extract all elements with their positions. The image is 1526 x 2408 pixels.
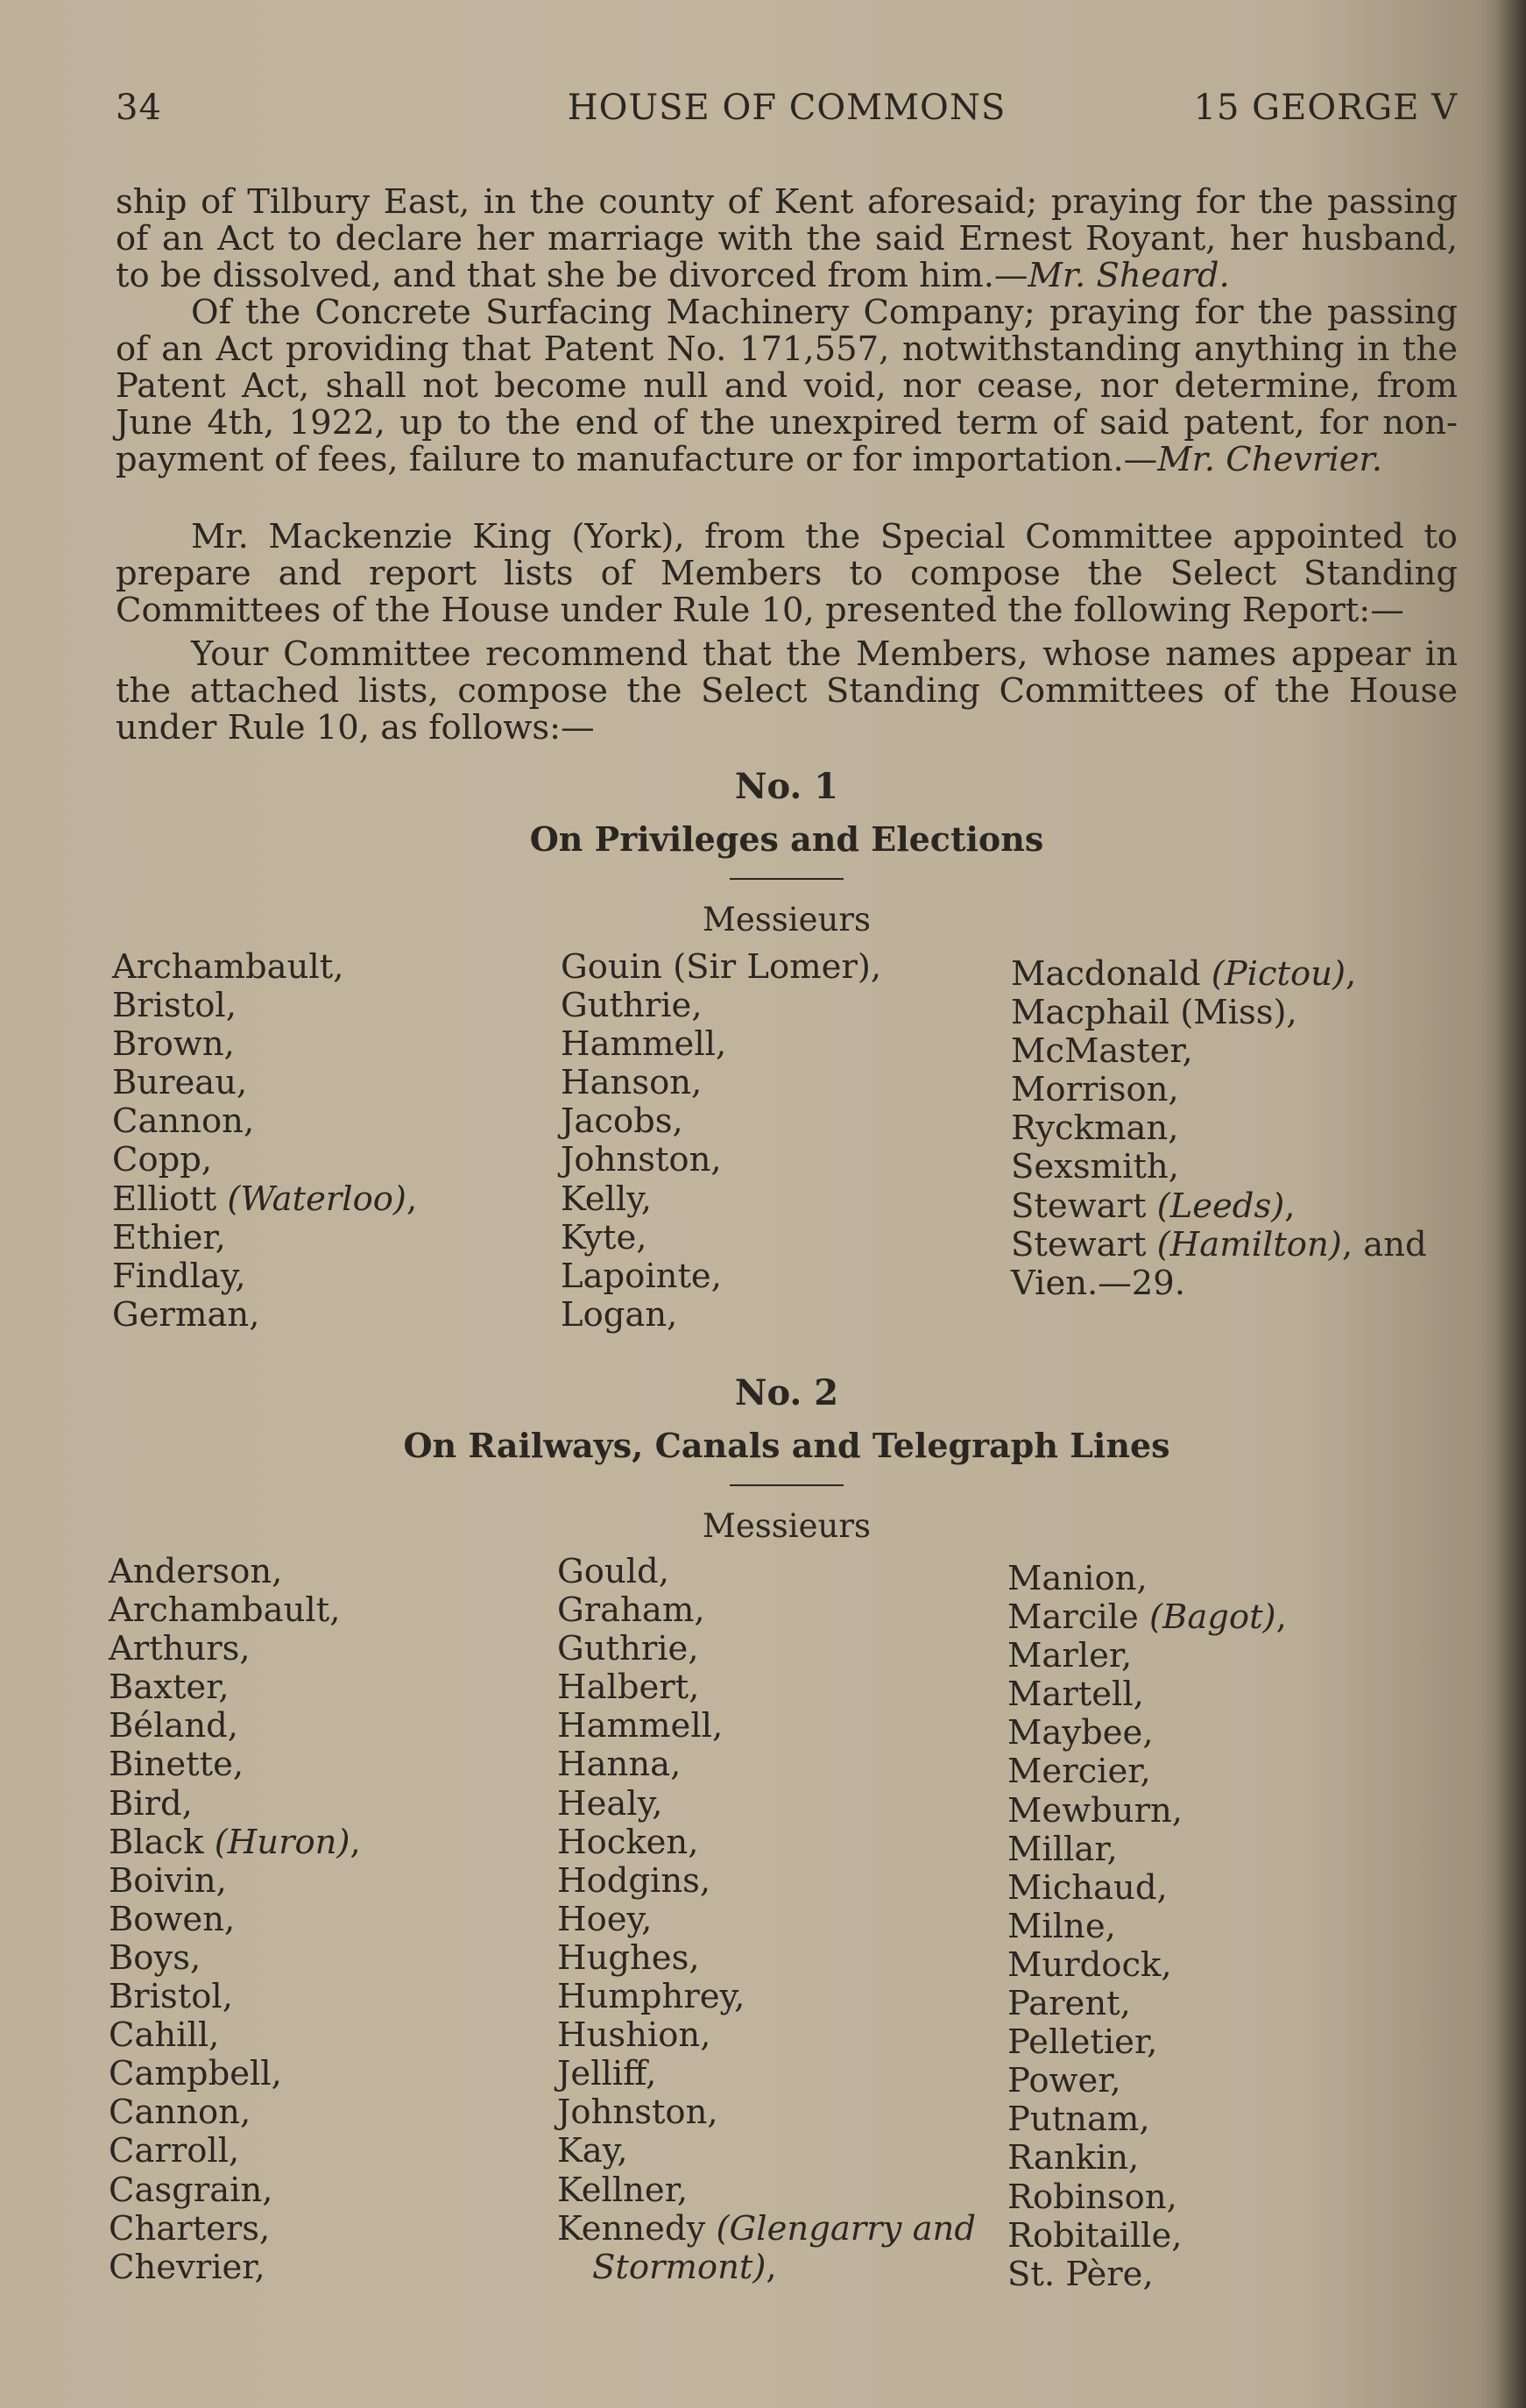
member-name: Rankin,: [1007, 2138, 1140, 2178]
member-name: Stormont),: [592, 2247, 777, 2287]
committee-2-number: No. 2: [734, 1372, 839, 1413]
member-name: Power,: [1007, 2061, 1121, 2101]
member-name: Johnston,: [561, 1140, 722, 1180]
member-chevrier: Mr. Chevrier.: [1157, 440, 1382, 479]
member-name: Bird,: [109, 1783, 193, 1824]
member-name: Murdock,: [1007, 1944, 1172, 1985]
member-name: Marler,: [1007, 1636, 1133, 1676]
member-name: Campbell,: [109, 2054, 282, 2094]
member-name: Archambault,: [112, 947, 344, 987]
member-name: Hammell,: [557, 1706, 724, 1746]
member-name: Elliott (Waterloo),: [112, 1179, 418, 1219]
member-name: Ryckman,: [1011, 1108, 1179, 1149]
member-name: Brown,: [112, 1024, 235, 1065]
committee-2-col-2: [557, 1553, 976, 2287]
paragraph-concrete: Of the Concrete Surfacing Machinery Company; praying for the passing of an Act providing that Patent No. 171,557, notwithstanding anything in the Patent Act, shall not become null and void, nor cease, nor determine, from June 4th, 1922, up to the end of the unexpired term of said patent, for non-payment of fees, failure to manufacture or for importation.—Mr. Chevrier.: [116, 293, 1458, 479]
member-name: Jacobs,: [561, 1101, 683, 1142]
member-name: Parent,: [1007, 1984, 1131, 2024]
committee-1-number: No. 1: [734, 766, 839, 807]
member-name: Robinson,: [1007, 2177, 1177, 2217]
member-name: Boivin,: [109, 1860, 227, 1901]
member-name: Millar,: [1007, 1829, 1118, 1869]
member-name: Kellner,: [557, 2170, 689, 2210]
committee-2-heading: [116, 1367, 1458, 1546]
member-name: Healy,: [557, 1783, 663, 1824]
divider: [730, 878, 844, 880]
member-name: Martell,: [1007, 1675, 1144, 1715]
committee-1-col-1: [112, 948, 417, 1335]
member-name: Hammell,: [561, 1024, 727, 1065]
committee-1-messieurs: Messieurs: [703, 901, 871, 938]
member-name: Hushion,: [557, 2015, 711, 2056]
member-name: Gouin (Sir Lomer),: [561, 947, 882, 987]
member-name: Humphrey,: [557, 1977, 745, 2017]
member-name: Bristol,: [112, 986, 237, 1026]
member-name: Arthurs,: [109, 1629, 251, 1669]
member-name: Chevrier,: [109, 2247, 265, 2287]
member-name: Mercier,: [1007, 1752, 1151, 1792]
member-name: Carroll,: [109, 2131, 240, 2171]
committee-1-members: [109, 948, 1458, 1342]
member-name: Morrison,: [1011, 1070, 1179, 1110]
paragraph-mackenzie-king: Mr. Mackenzie King (York), from the Special Committee appointed to prepare and report lists of Members to compose the Select Standing Committees of the House under Rule 10, presented the following Report:—: [116, 517, 1458, 630]
member-name: Bristol,: [109, 1977, 233, 2017]
member-name: Vien.—29.: [1011, 1263, 1185, 1303]
member-name: Stewart (Hamilton), and: [1011, 1224, 1427, 1264]
member-name: Baxter,: [109, 1668, 230, 1708]
committee-1-col-3: [1011, 955, 1427, 1303]
member-sheard: Mr. Sheard.: [1028, 256, 1230, 295]
member-name: Hanson,: [561, 1063, 703, 1103]
committee-1-title: On Privileges and Elections: [529, 819, 1044, 859]
petitions-text: [116, 184, 1458, 747]
member-name: Kelly,: [561, 1179, 653, 1219]
running-header: [116, 88, 1458, 131]
member-name: Logan,: [561, 1294, 678, 1335]
member-name: Johnston,: [557, 2093, 718, 2133]
member-name: Gould,: [557, 1552, 669, 1591]
member-name: Kennedy (Glengarry and: [557, 2208, 976, 2249]
member-name: Boys,: [109, 1937, 201, 1978]
member-name: Kay,: [557, 2131, 628, 2171]
member-name: Mewburn,: [1007, 1790, 1183, 1831]
member-name: Hanna,: [557, 1745, 682, 1785]
member-name: Black (Huron),: [109, 1822, 361, 1862]
member-name: Anderson,: [109, 1552, 283, 1591]
page-edge: [1496, 0, 1526, 2408]
member-name: Marcile (Bagot),: [1007, 1597, 1287, 1638]
member-name: Manion,: [1007, 1559, 1148, 1598]
header-title: HOUSE OF COMMONS: [567, 88, 1007, 128]
member-name: Bowen,: [109, 1899, 236, 1939]
paragraph-tilbury: ship of Tilbury East, in the county of Kent aforesaid; praying for the passing of an Act to declare her marriage with the said Ernest Royant, her husband, to be dissolved, and that she be divorced from him.—Mr. Sheard.: [116, 182, 1458, 295]
committee-1-col-2: [561, 948, 881, 1335]
committee-2-col-3: [1007, 1560, 1287, 2294]
member-name: Copp,: [112, 1140, 213, 1180]
member-name: Charters,: [109, 2208, 271, 2249]
committee-2-messieurs: Messieurs: [703, 1507, 871, 1545]
member-name: Bureau,: [112, 1063, 248, 1103]
member-name: Hoey,: [557, 1899, 653, 1939]
committee-1-heading: [116, 761, 1458, 939]
member-name: Michaud,: [1007, 1867, 1168, 1908]
member-name: Milne,: [1007, 1906, 1116, 1946]
member-name: Guthrie,: [561, 986, 703, 1026]
member-name: Ethier,: [112, 1217, 226, 1257]
member-name: Cannon,: [112, 1101, 255, 1142]
divider: [730, 1484, 844, 1486]
header-regnal-year: 15 GEORGE V: [1193, 88, 1458, 128]
member-name: Macphail (Miss),: [1011, 993, 1297, 1033]
member-name: Findlay,: [112, 1256, 246, 1296]
member-name: Hocken,: [557, 1822, 699, 1862]
committee-2-title: On Railways, Canals and Telegraph Lines: [403, 1426, 1170, 1465]
member-name: Halbert,: [557, 1668, 700, 1708]
member-name: Casgrain,: [109, 2170, 273, 2210]
member-name: Cannon,: [109, 2093, 251, 2133]
member-name: Cahill,: [109, 2015, 220, 2056]
member-name: Lapointe,: [561, 1256, 722, 1296]
member-name: Maybee,: [1007, 1713, 1154, 1753]
member-name: Hughes,: [557, 1937, 700, 1978]
member-name: McMaster,: [1011, 1031, 1193, 1072]
member-name: Macdonald (Pictou),: [1011, 954, 1357, 994]
member-name: Pelletier,: [1007, 2022, 1158, 2063]
member-name: Binette,: [109, 1745, 244, 1785]
member-name: Kyte,: [561, 1217, 647, 1257]
committee-2-col-1: [109, 1553, 361, 2287]
member-name: German,: [112, 1294, 260, 1335]
member-name: Graham,: [557, 1590, 705, 1631]
page-number: 34: [116, 88, 162, 128]
member-name: Stewart (Leeds),: [1011, 1186, 1296, 1226]
member-name: Béland,: [109, 1706, 239, 1746]
member-name: St. Père,: [1007, 2254, 1154, 2294]
member-name: Robitaille,: [1007, 2215, 1183, 2256]
member-name: Hodgins,: [557, 1860, 711, 1901]
paragraph-committee-recommend: Your Committee recommend that the Members, whose names appear in the attached lists, compose the Select Standing Committees of the House under Rule 10, as follows:—: [116, 634, 1458, 747]
member-name: Jelliff,: [557, 2054, 657, 2094]
member-name: Putnam,: [1007, 2100, 1150, 2140]
member-name: Sexsmith,: [1011, 1147, 1179, 1187]
member-name: Archambault,: [109, 1590, 341, 1631]
member-name: Guthrie,: [557, 1629, 699, 1669]
committee-2-members: [109, 1553, 1458, 2298]
